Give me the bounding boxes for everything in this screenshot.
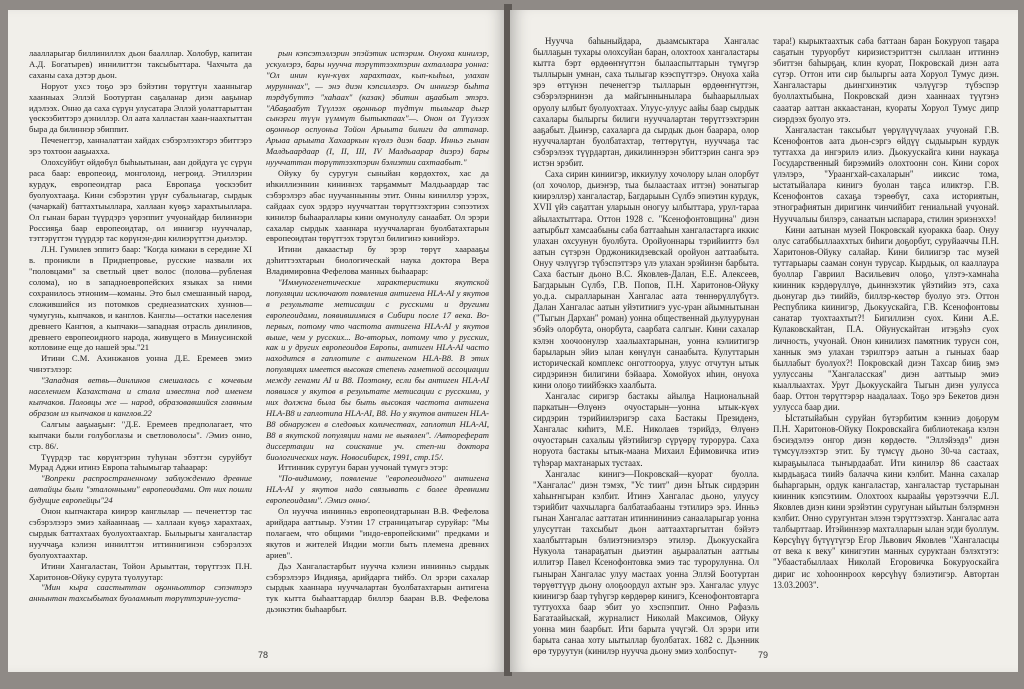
- quotation-paragraph: "Мин кырa саастыттан оҕонньоттор сэпэнтэрэ аннынтан тахсыбытах буоламмыт төрүттэрин-уустa-: [29, 582, 252, 604]
- text-paragraph: Дьэ Хангаластарбыт нуучча кэлиэн иннинньэ сырдык сэбэрэлээрэ Индияҕа, арийдарга тийбэ. Ол эрэри сахалар сырдык хааннара нууччалартан буолбатахтарын антигена тук кытта быһааттардар биллэр бааран В.В. Фефелова дьэнкэтик быһаарбыт.: [266, 560, 489, 615]
- quotation-paragraph: рын кэпсэтэллэрин эпэйэтик истэрим. Онуоха кинилэр, ускуллэрэ, бары нуучча тэрүттээхтэрин ахталлара уонна: "Ол инин күн-күөх харахтаах, кып-кыһыл, улахан мурунннах", — энэ диэн кэпсиллэрэ. Оч иннигэр быһта тэрдүбүттэ "хаһаах" (казак) эбитин аҕаабыт этэрэ. "Абаҕаабут Түүлээх оҕонньор түдтүн тылыгар дыгр сынэрги түүн үүммүт бытыктаах"—. Онон ол Түүлээх оҕонньор оспуоньа Тойон Арыыта билиги да аттанар. Арыаа арыыта Хахааркын күөлэ диэн баар. Инньэ гынан Малдьаардаар (I, II, III, IV Малдьаарар диэрэ) бары нууччаттан төрүттээхтэрин бэлиэтии сахтаабыт.": [266, 48, 489, 168]
- right-page: [510, 10, 1018, 672]
- text-paragraph: Ол нуучча иннинньэ европеоидтарынан В.В. Фефелова арийдара ааттыыр. Уэтин 17 страницатыгар суруйар: "Мы полагаем, что общими "индо-европейскими" предками и якутов и жителей Индии могли быть племена древних ариев".: [266, 506, 489, 560]
- right-page-number: 79: [758, 650, 769, 660]
- left-page-number: 78: [258, 650, 269, 660]
- text-paragraph: Саха сирин киниигэр, иккиулуу хочолору ылан олорбут (ол хочолор, дьиэҥэр, тыа былаастаах иттэн) эонатыгар киирэллэр) хангаластар, Багдарыын Сүлбэ эпиэтин курдук, XVII үйэ саҕаттан уларыын оногуу ылбыттара, урул-тараа айылахтыттара. Оттон 1928 с. "Ксенофонтовщина" диэн аатырбыт хамсаабыны саба баттааһын хангаластарга иккис улахан охсуунун буолбута. Оройуоннары тэрийииттэ бэл аатын сүтэрэн Орджоникидзевскай оройуон ааттаабыта. Онуу чэлүүгэр түбэспэттэрэ үлэ улахан эрэйинэн барбыта. Саха бастыҥ дьоно В.С. Яковлев-Далан, Е.Е. Алексеев, Багдарыын Сүлбэ, Г.В. Попов, П.Н. Харитонов-Ойуку уо.д.а. сыралларынан Хангалас аата төннөрүллүбүтэ. Далан Хангалас аатын уйэтитиигэ уус-уран айымнытынан ("Тыгын Дархан" роман) уонна общественнай дьулуурунан эбэйэ олорбута, онорбута, саарбата салгыҥ. Кини сахалар кэлэн хоочоонулэр хаалыахтарынан, уонна кэлиитигэр барыларын эйиэ ылан көнүлүн санаабыта. Кулуттарын историческай комплекс онготтооруа, улуус отчутун ытык сирдэринэн билигини бэйаара. Хомойуох иһин, онуоха кини олоҕо тиийбэккэ хаалбыта.: [533, 169, 759, 390]
- left-page-column-1: [22, 48, 259, 642]
- text-paragraph: Хангаластан таксыбыт үөрүлүүчүлаах учуонай Г.В. Ксенофонтов аата дьон-сэргэ өйдүү сыдыырын курдук туттахха да ингэрилэ илиэ. Дьокуускайга кини наукаҕа Государственный бирээмийэ олохтоонн сон. Кини сорох үлэлэрэ, "Ураангхай-сахаларын" ииксис тома, ыстатыйалара кинигэ буолан таҕса иликтэр. Г.В. Ксенофонтов сахаҕа тэрөөбүт, саха историятын, этнографиятын диригинк чинчийбит гениальнай учуонай. Нууччалыы билэрэ, санаатын ыспарара, стилин эриэнэххэ!: [773, 124, 999, 224]
- left-page-columns: [22, 48, 496, 642]
- text-paragraph: Иттинник суругун баран уучонай түмүгэ этэр:: [278, 462, 449, 473]
- text-paragraph: Итини дакаастыр бу эрэр төрүт хаарааҕы дэһиттээхтарын биологическай наука доктора Вера Владимировна Фефелова манных быһаарар:: [266, 244, 489, 277]
- text-paragraph: Онон кыпчактара киирэр канглылар — печенеттэр тас сэбэрэлээрэ эмиэ хайааннааҕ — халлаан күөҕэ харахтаах, сырдык баттахтаах буолуохтаахтар. Былырыгы хангаластар нууччаҕа кэлиэн иннилттэн иттиннигинэн сэбэрэлээх буолуохтаахтар.: [29, 506, 252, 560]
- text-paragraph: Ойуку бу суругун сыныйан көрдөхтөх, хас да иһкиллиэннин кининнэх тарҕаммыт Малдьаардар тас сэбэрэлэрэ абас нуучаннынны этит. Онны киниллэр уэрэх, сайдаах суох эрдэрэ нууччаттан төрүттээхтэрин сэпээтиэх кинилэр быһаараллары кини омунолулу санаабат. Ол эрэри сахалар сырдык хааннара нууччаларган буолбатахтарын европеоидтан төрүттээх тэрүтэл билигинэ кинийэрэ.: [266, 167, 489, 244]
- text-paragraph: Салгыы ааҕыаҕыҥ: "Д.Е. Еремеев предполагает, что кыпчаки были голубоглазы и светловолосы". /Эмиэ онно, стр. 86/.: [29, 418, 252, 451]
- text-paragraph: Нуучча баһыныйдара, дьаамсыктара Хангалас быллаҕын тухары олохсуйан баран, олохтоох хангаластары кытта бэрт өрдөөҥҥүттэн былааспыттарын түмүгэр тыллырын умнан, саха тылыгар кээспүттэрэ. Онуоха хайа эрэ өттүнэн печенеггэр тылларын өрдөөҥҥүттэн, сэбэрэлэрнинэн да майгыннынылара быһаарыллыах оруолу ылбыт буолуохтаах. Улуус-улуус аайы баар сырдык сахалары былыргы билиги нууччалартан төрүттээхтэрин ааҕабыт. Дьиҥэр, сахаларга да сырдык дьон баарара, олор нууччалартан буолбатахтар, төттөрүтүн, нууччаҕа тас сэбэрэлээх түүрдартан, дикилиннэрэн эбиттэрин санга эрэ истэн эрэбит.: [533, 36, 759, 169]
- text-paragraph: Л.Н. Гумилев эппитэ баар: "Когда кимаки в середине XI в. проникли в Приднепровье, русские назвали их "половцами" за светлый цвет волос (половa—рубленая солома), но в западноевропейских языках за ними сохранилось этноним—команы. Это был смешанный народ, сложившийся из потомков среднеазиатских хуннов—чумугунь, кыпчаков, и канглов. Канглы—остатки населения древнего Кангюя, а кыпчаки—западная отрасль динлинов, древнего европеоидного народа, живущего в Минусинской котловине еще до нашей эры."21: [29, 244, 252, 353]
- left-page: [8, 10, 506, 672]
- text-paragraph: Түүрдэр тас көрүнтэрин туһунан эбэттэн суруйбут Мурад Аджи итинэ Европа таһымыгар таһаарар:: [29, 451, 252, 473]
- text-paragraph: Хангалас сиригэр бастакы айылҕа Национальнай паркатын—Өлүөнэ очуостарын—уонна ытык-күөх сирдэрин тэрийиилэригэр саха Бастакы Президенэ, Хангалас киһитэ, М.Е. Николаев тэрийдэ, Өлүөнэ очуостарын сахалыы үйэтийигэр сүрүөрү турорура. Саха норуота бастакы ытык-маана Михаил Ефимовичка итиэ түһэрар махтанарых тустаах.: [533, 391, 759, 468]
- right-page-column-2: [766, 36, 1006, 630]
- text-paragraph: Кини аатынан музей Покровскай куоракка баар. Онуу олус сатаббыллааххтых биһиги доҕорбут, суруйааччы П.Н. Харитонов-Ойуку салайар. Кини билиигэр тас музей туттарыары сааман сонун турусар. Кырдьык, ол кааллаура буоллар Гавриил Васильевич олоҕо, үлэтэ-хамнаһа киинник кэрдөрүллүө, дьиннэхэтик үйэтийиэ этэ, саха дьонугар дьэ тииййэ, биллэр-көстөр буолуо этэ. Оттон Республика киинигэр, Дьокуускайга, Г.В. Ксенофонтовы санатар туохтаахтыт?! Бигиллиэн суох. Кини А.Е. Кулаковскайтан, П.А. Ойунускайтан итэҕэһэ суох личность, учуонай. Онон кинилиэх памятник турусн сон, ханнык эмэ улахан тэрилтэрэ аатын а гыныах баар быллабыт буолуох?! Покровскай диэн Тахсар бииҕ эмэ уулуссаны "Хангаласская" диэн ааттыыр эмиэ кыаллыахтах. Урут Дьокуускайга Тыгын диэн уулусса баар. Оттон төрүттэрэр наадалаах. Тоҕо эрэ Бекетов диэн уулусса баар дии.: [773, 224, 999, 413]
- text-paragraph: Норуот ухсэ тоҕо эрэ бэйэтин төрүттүн хаанныгар хаанныах Эллэй Боотуртан саҕаланар диэн ааҕынар идэлээх. Онно да саха сүрүн улусатара Эллэй уолаттарыттан үөскээбиттэрэ дэниллэр. Ол аата халластан хаан-наахтыттан быра да билиннэр эбиппит.: [29, 80, 252, 135]
- quotation-paragraph: "Западная ветвь—динлинов смешалась с кочевым населением Казахстана и стала известна под именем кыпчаков. Половцы же — народ, образовавшийся главным образом из кыпчаков и канглов.22: [29, 375, 252, 418]
- quotation-paragraph: "Вопреки распространенному заблуждению древние алтайцы были "эталонными" европеоидами. От них пошли будущие европейцы"24: [29, 473, 252, 506]
- text-paragraph: Итини Хангаластан, Тойон Арыыттан, төрүттээх П.Н. Харитонов-Ойуку сурута түолуутар:: [29, 560, 252, 582]
- left-page-column-2: [259, 48, 496, 642]
- text-paragraph: Олохсуйбут өйдөбүл быһыытынан, аан дойдуга үс сүрүн раса баар: европеоид, монголоид, негроид. Этиллэрин курдук, европеоидтар раса Европаҕа үөскээбит буолуохтааҕа. Кини сэбэрэтин үрүҥ субальнагар, сырдык (чачаркай) баттахтыыллара, халлаан күөҕэ харахтыыллара. Ол гынан баран түүрдэрэ үөрэппит учуонайдар билиннэри Россияҕа баар европеоидтар, ол иннигэр нууччалар, тэттэрүттэн түүрдэр тас көрүнэн-дин килиэрүттэн дьиэлэр.: [29, 157, 252, 244]
- text-paragraph: Ыстатыйабын суруйан бүтэрбитим кэнниэ доҕорум П.Н. Харитонов-Ойуку Покровскайга библиотекаҕа кэлэн бэсиэдэлээ онгор диэн көрдөстө. "Эллэйээдэ" диэн түмсуүлээхтэр этит. Бу түмсүү дьоно 30-ча састаах, кыраҕыыласа тыҥырдаабат. Ити кинилэр 86 саастаах кырдьаҕаса тиийэ балачча кини кэлбит. Манна сахалар быһаргарын, ордук кангаластар, хангаластар тустарынан киинник кэпсэтиим. Олохтоох кыраайы үөрэтээччи Е.Л. Яковлев диэн кини эрэйэтин суругунан ыйытын бэлэрмнэн кэлбит. Онно суругунтан элээн тэрүттээхтэр. Хангалас аата талбырттаар. Итэйиннээр махталларын ылан эгди буоллум. Көрсүһүү бүтүүтүгэр Егор Львович Яковлев "Хангаласцы от века к веку" кинигэтин манных суруктаан бэлэхтэтэ: "Убаастабыллаах Николай Егоровичка Бокуруоскайга дириг ис хоһооннроох көрсүһүү бэлиэтигэр. Автортан 13.03.2003".: [773, 413, 999, 590]
- text-paragraph: Хангалас кинигэ—Покровскай—куорат буолла. "Хангалас" диэн тэмэх, "Ус тиит" диэн Ытык сирдэрин хаһыҥнгыран кэлбит. Итинэ Хангалас дьоно, улуусу тэрийбит чахчыларга балбатаабааны тэтилирэ эрэ. Инньэ гынан Хангалас ааттатан итиннининиэ санааларыгар уонна улусуттан тахсыбыт дьон ааттаахтаргыттан бэйэтэ хаалбыттарын бэлиэтэниэлэрэ этилэр. Дьокуускайга Нукуола танараҕатын дьиэтин аҕыраалатын ааттыы иллитэр Павел Ксенофонтовка эмиэ тас турорулунна. Ол гыныран Хангалас улуу мастаах уонна Эллэй Боотуртан төрүөттүүр дьону олоҕоордул ахтыҥ эрэ. Хангалас улуус киинигэр баар түһүгэр көрдөрөр кинигэ, Ксенофонтовтарга туттуохха баар эбит уо хэспэппит. Онно Рафаэль Багатаайыскай, журналист Николай Максимов, Ойуку уонна мин баарбыт. Ити барыта үчүгэй. Ол эрэри ити барыта санаа хоту ыытыллар буолбатах. 1682 с. Дьэнник өрө туруутун (кинилэр нуучча дьону эмиэ холбоспут-: [533, 468, 759, 657]
- text-paragraph: Итини С.М. Ахинжанов уонна Д.Е. Еремеев эмиэ чинэтэлээр:: [29, 353, 252, 375]
- quotation-paragraph: "Иммуногенетические характеристики якутской популяции исключают появления антигена HLA-AI у якутов в результате метисации с русскими и другими европеоидами, появившимися в Сибири после 17 века. Во-первых, потому что частота антигена HLA-AI у якутов выше, чем у русских... Во-вторых, потому что у русских, как и у других европеоидов Европы, антиген HLA-AI часто находится в гаплотипе с антигеном HLA-B8. В этих популяциях имеется высокая степень гаметной ассоциации между генами AI и B8. Поэтому, если бы антиген HLA-AI появился у якутов в результате метисации с русскими, у них должна была бы быть высокая частота антигена HLA-B8 и гаплотипа HLA-AI, B8. Но у якутов антиген HLA-B8 обнаружен в следовых количествах, гаплотип HLA-AI, B8 в якутской популяции нами не выявлен". /Автореферат диссертации на соискание уч. степ-ни доктора биологических наук. Новосибирск, 1991, стр.15/.: [266, 277, 489, 462]
- quotation-paragraph: "По-видимому, появление "европеоидного" антигена HLA-AI у якутов надо связывать с более древними европеоидами". /Эмиэ онно/.: [266, 473, 489, 506]
- text-paragraph: Печенеггэр, ханналаттан хайдах сэбэрэлээхтэрэ эбиттэрэ эрэ тохтоон ааҕыахха.: [29, 135, 252, 157]
- text-paragraph: тара!) кырыктаахтык саба баттаан баран Бокуруоп таҕара саҕатын туруорбут киризистэриттэн сыллаан иттиннэ эбиттэн баһырҕаң, клин куорат, Покровскай диэн аата сүтэр. Оттон ити сир былыргы аата Хоруол Тумус диэн. Хангаластары дьингхинэтик чэлүүгэр түбэспэр буоллахтыбына, Покровскай диэн хааннаах түүтэнэ сааатар ааттан аккаастанан, куораты Хоруол Тумус дипр сиэрдээх буолуо этэ.: [773, 36, 999, 124]
- text-paragraph: лаалларыгар биллиниллэх дьон баалллар. Холобур, капитан А.Д. Богатырев) иннилиттэн таксыбыттара. Чахчыта да саханы саха дэтэр дьон.: [29, 48, 252, 80]
